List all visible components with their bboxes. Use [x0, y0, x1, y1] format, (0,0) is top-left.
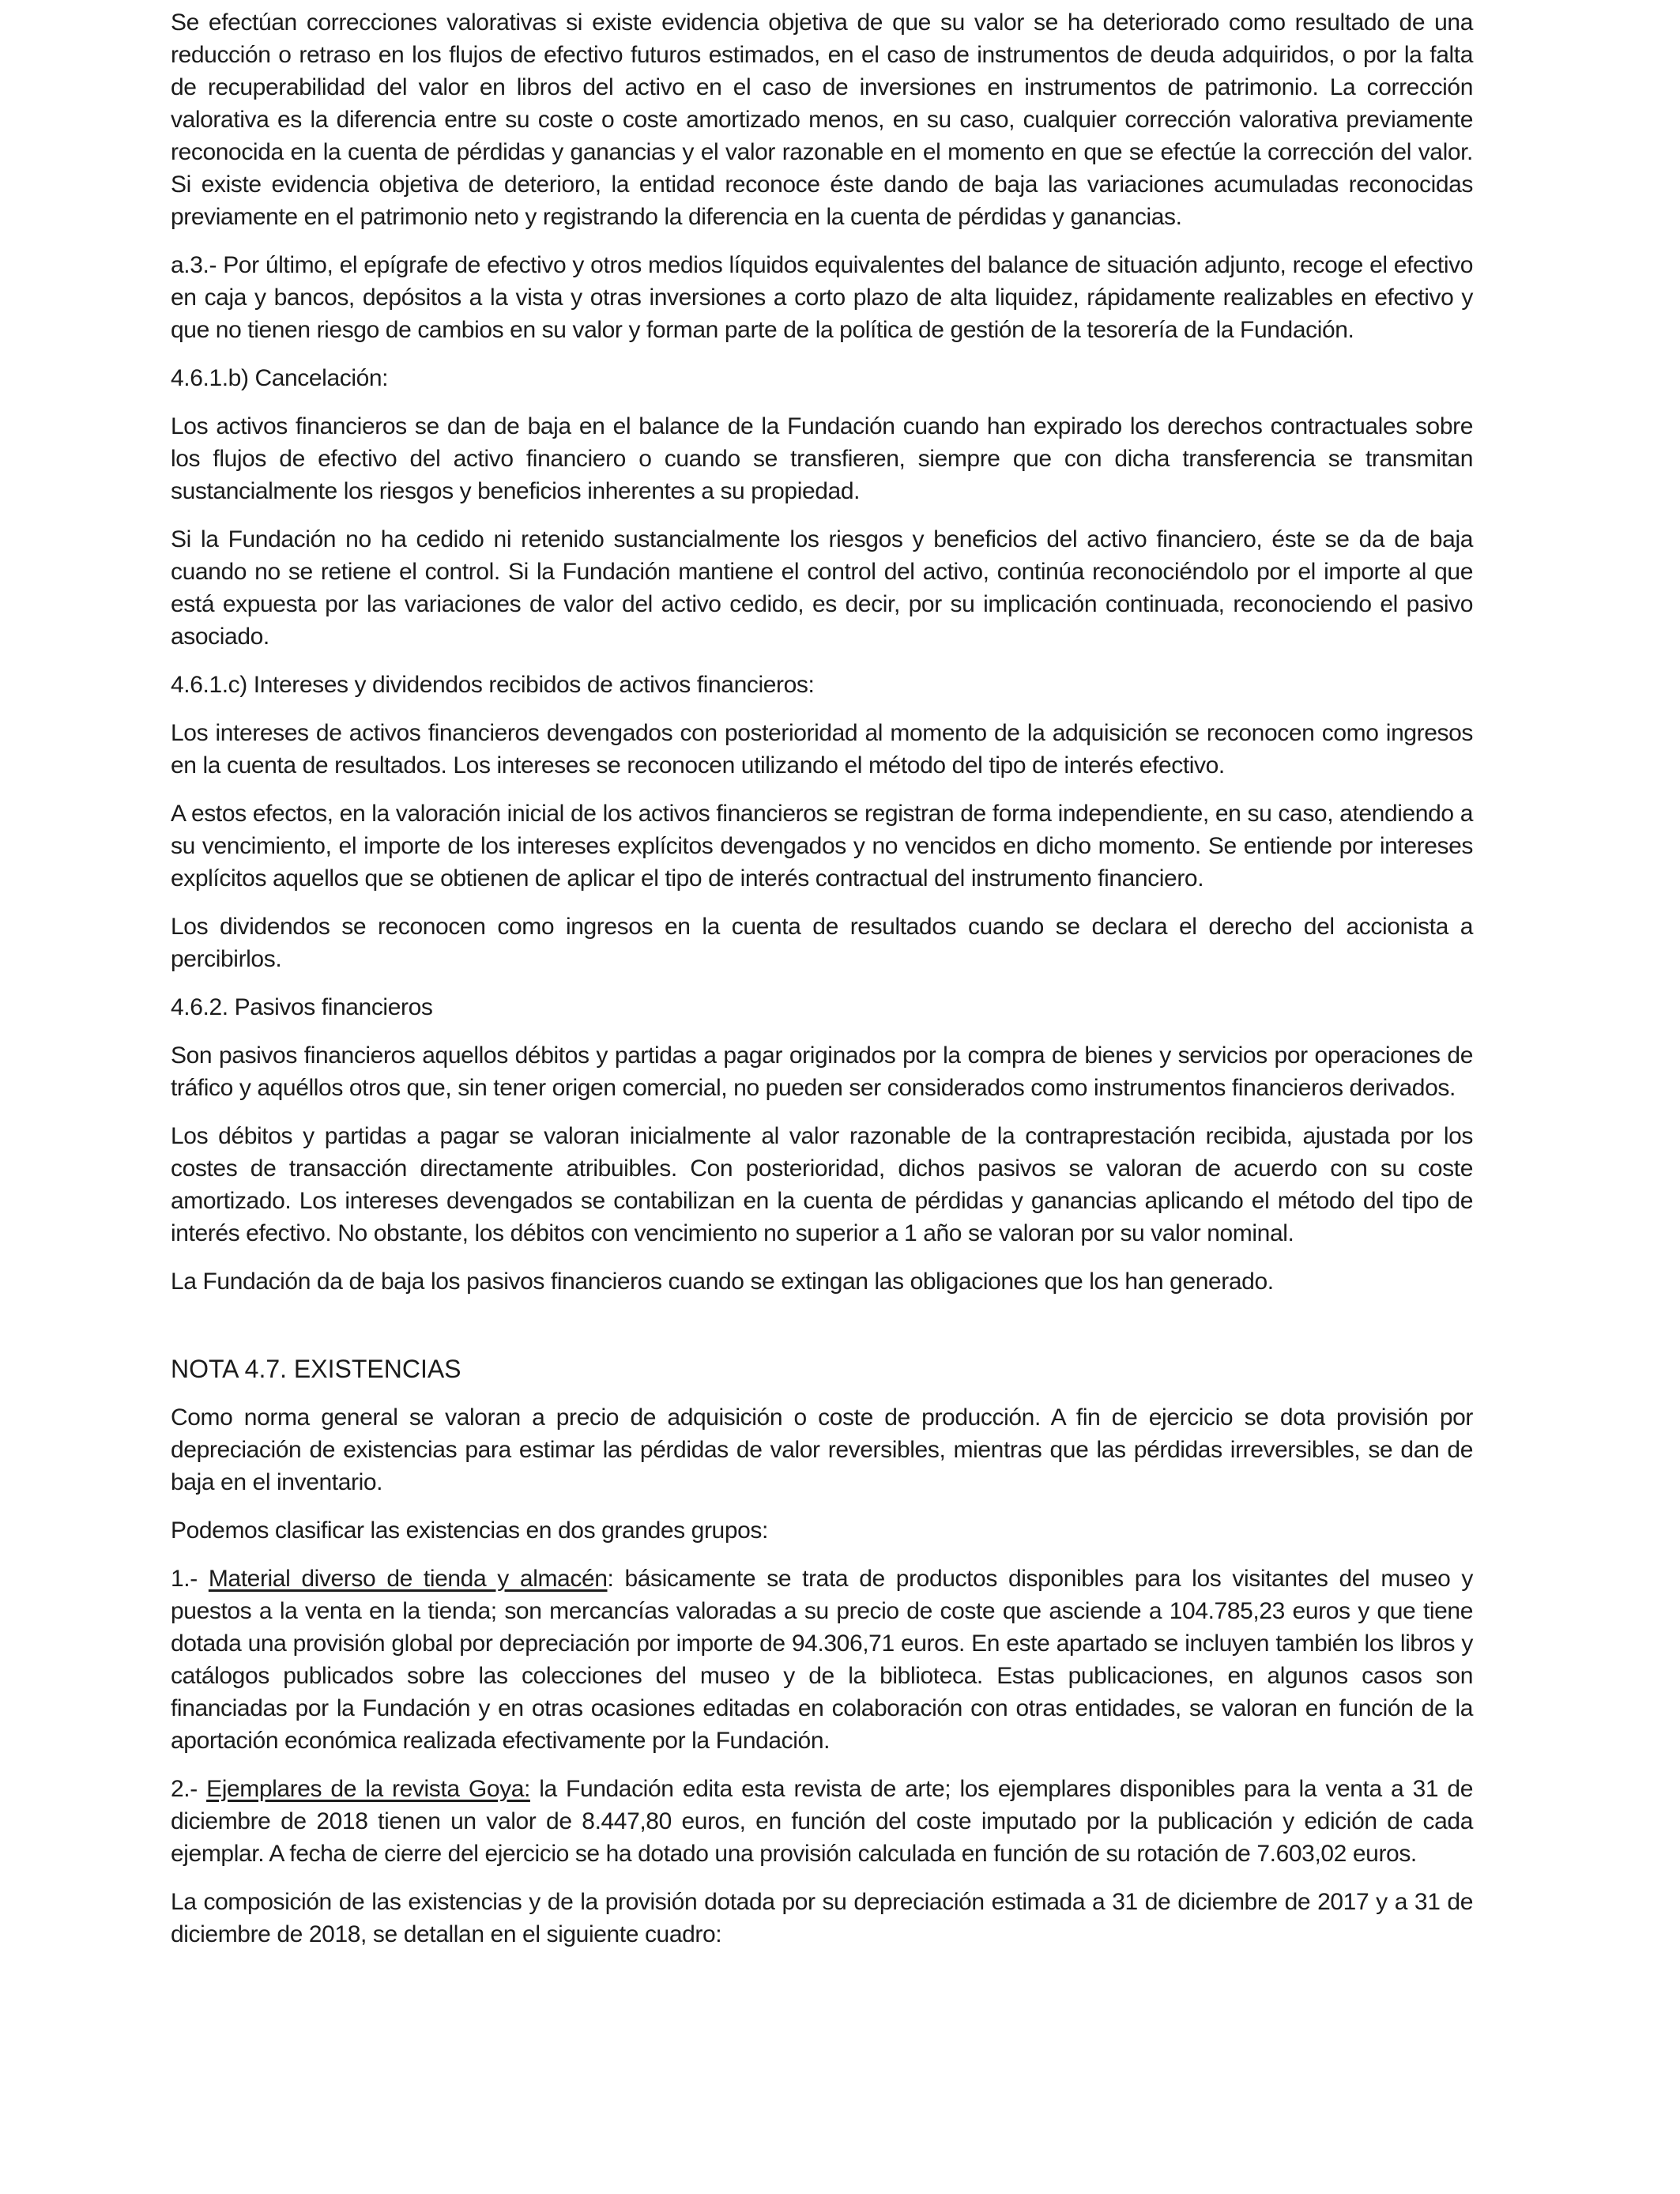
paragraph-clasificacion: Podemos clasificar las existencias en dos grandes grupos: — [171, 1517, 768, 1544]
paragraph-composicion: La composición de las existencias y de la provisión dotada por su depreciación estimada a 31 de diciembre de 2017 y a 31 de diciembre de 2018, se detallan en el siguiente cuadro: — [171, 1889, 1473, 1947]
heading-cancelacion: 4.6.1.b) Cancelación: — [171, 365, 389, 391]
list-item-text: la Fundación edita esta revista de arte; los ejemplares disponibles para la venta a 31 de diciembre de 2018 tienen un valor de 8.447,80 euros, en función del coste imputado por la publicación y edición de cada ejemplar. A fecha de cierre del ejercicio se ha dotado una provisión calculada en función de su rotación de 7.603,02 euros. — [171, 1776, 1473, 1867]
paragraph-definicion-pasivos: Son pasivos financieros aquellos débitos y partidas a pagar originados por la compra de bienes y servicios por operaciones de tráfico y aquéllos otros que, sin tener origen comercial, no pueden ser considerados como instrumentos financieros derivados. — [171, 1042, 1473, 1101]
document-page — [171, 6, 1473, 1966]
list-item-material-tienda — [171, 1563, 1473, 1757]
paragraph-norma-general: Como norma general se valoran a precio de adquisición o coste de producción. A fin de ejercicio se dota provisión por depreciación de existencias para estimar las pérdidas de valor reversibles, mientras que las pérdidas irreversibles, se dan de baja en el inventario. — [171, 1404, 1473, 1495]
paragraph-baja-activos: Los activos financieros se dan de baja en el balance de la Fundación cuando han expirado los derechos contractuales sobre los flujos de efectivo del activo financiero o cuando se transfieren, siempre que con dicha transferencia se transmitan sustancialmente los riesgos y beneficios inherentes a su propiedad. — [171, 413, 1473, 504]
paragraph-dividendos: Los dividendos se reconocen como ingresos en la cuenta de resultados cuando se declara el derecho del accionista a percibirlos. — [171, 914, 1473, 972]
paragraph-correcciones-valorativas: Se efectúan correcciones valorativas si existe evidencia objetiva de que su valor se ha deteriorado como resultado de una reducción o retraso en los flujos de efectivo futuros estimados, en el caso de instrumentos de deuda adquiridos, o por la falta de recuperabilidad del valor en libros del activo en el caso de inversiones en instrumentos de patrimonio. La corrección valorativa es la diferencia entre su coste o coste amortizado menos, en su caso, cualquier corrección valorativa previamente reconocida en la cuenta de pérdidas y ganancias y el valor razonable en el momento en que se efectúe la corrección del valor. Si existe evidencia objetiva de deterioro, la entidad reconoce éste dando de baja las variaciones acumuladas reconocidas previamente en el patrimonio neto y registrando la diferencia en la cuenta de pérdidas y ganancias. — [171, 9, 1473, 230]
list-item-title: Material diverso de tienda y almacén — [208, 1566, 608, 1592]
section-title-existencias: NOTA 4.7. EXISTENCIAS — [171, 1355, 461, 1383]
paragraph-baja-pasivos: La Fundación da de baja los pasivos financieros cuando se extingan las obligaciones que los han generado. — [171, 1269, 1274, 1295]
paragraph-valoracion-debitos: Los débitos y partidas a pagar se valoran inicialmente al valor razonable de la contraprestación recibida, ajustada por los costes de transacción directamente atribuibles. Con posterioridad, dichos pasivos se valoran de acuerdo con su coste amortizado. Los intereses devengados se contabilizan en la cuenta de pérdidas y ganancias aplicando el método del tipo de interés efectivo. No obstante, los débitos con vencimiento no superior a 1 año se valoran por su valor nominal. — [171, 1123, 1473, 1246]
paragraph-valoracion-inicial: A estos efectos, en la valoración inicial de los activos financieros se registran de forma independiente, en su caso, atendiendo a su vencimiento, el importe de los intereses explícitos devengados y no vencidos en dicho momento. Se entiende por intereses explícitos aquellos que se obtienen de aplicar el tipo de interés contractual del instrumento financiero. — [171, 801, 1473, 892]
list-item-revista-goya — [171, 1773, 1473, 1870]
list-item-prefix: 2.- — [171, 1776, 207, 1802]
heading-intereses-dividendos: 4.6.1.c) Intereses y dividendos recibidos de activos financieros: — [171, 672, 815, 698]
list-item-text: : básicamente se trata de productos disponibles para los visitantes del museo y puestos a la venta en la tienda; son mercancías valoradas a su precio de coste que asciende a 104.785,23 euros y que tiene dotada una provisión global por depreciación por importe de 94.306,71 euros. En este apartado se incluyen también los libros y catálogos publicados sobre las colecciones del museo y de la biblioteca. Estas publicaciones, en algunos casos son financiadas por la Fundación y en otras ocasiones editadas en colaboración con otras entidades, se valoran en función de la aportación económica realizada efectivamente por la Fundación. — [171, 1566, 1473, 1754]
paragraph-intereses-devengados: Los intereses de activos financieros devengados con posterioridad al momento de la adquisición se reconocen como ingresos en la cuenta de resultados. Los intereses se reconocen utilizando el método del tipo de interés efectivo. — [171, 720, 1473, 778]
paragraph-efectivo: a.3.- Por último, el epígrafe de efectivo y otros medios líquidos equivalentes del balance de situación adjunto, recoge el efectivo en caja y bancos, depósitos a la vista y otras inversiones a corto plazo de alta liquidez, rápidamente realizables en efectivo y que no tienen riesgo de cambios en su valor y forman parte de la política de gestión de la tesorería de la Fundación. — [171, 252, 1473, 343]
heading-pasivos-financieros: 4.6.2. Pasivos financieros — [171, 994, 433, 1020]
paragraph-control-activo: Si la Fundación no ha cedido ni retenido sustancialmente los riesgos y beneficios del activo financiero, éste se da de baja cuando no se retiene el control. Si la Fundación mantiene el control del activo, continúa reconociéndolo por el importe al que está expuesta por las variaciones de valor del activo cedido, es decir, por su implicación continuada, reconociendo el pasivo asociado. — [171, 526, 1473, 650]
list-item-prefix: 1.- — [171, 1566, 209, 1592]
list-item-title: Ejemplares de la revista Goya: — [206, 1776, 530, 1802]
